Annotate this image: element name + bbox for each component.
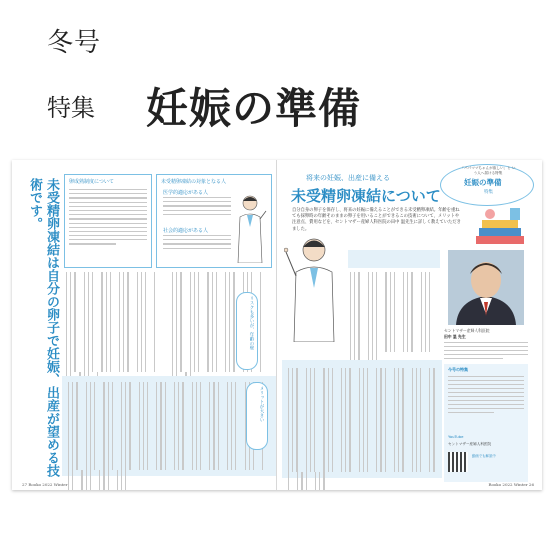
books-illustration (470, 206, 530, 248)
doctor-illustration (233, 193, 267, 263)
qr-caption: 動画でも解説中 (472, 454, 496, 458)
magazine-spread (12, 160, 542, 490)
article-lead: 自分自身の卵子を保存し、将来の妊娠に備えることができる未受精卵凍結。年齢を重ねても採卵時の年齢そのままの卵子を用いることができるこの技術について、メリットや注意点、費用などを、セントマザー産婦人科医院の田中 温先生に詳しく教えていただきました。 (292, 208, 461, 232)
side-info-lines (448, 376, 524, 416)
left-body-columns (66, 272, 162, 372)
doctor-caption-org: セントマザー産婦人科医院 (444, 328, 490, 333)
page-number-right: Rooko 2022 Winter 26 (488, 482, 534, 487)
doctor-photo (448, 250, 524, 325)
feature-badge-title: 妊娠の準備 (464, 178, 502, 187)
doctor-caption-name: 田中 温 先生 (444, 334, 466, 339)
article-title: 未受精卵凍結について (291, 187, 441, 205)
doctor-bio-lines (444, 342, 528, 362)
left-lower-columns (68, 382, 268, 470)
info-box-title: 未受精卵凍結の対象となる人 (161, 179, 227, 185)
feature-badge-label: 特集 (484, 190, 493, 195)
right-body-columns (350, 272, 442, 352)
page-number-left: 27 Rooko 2022 Winter (22, 482, 68, 487)
left-vertical-title: 未受精卵凍結は自分の卵子で妊娠、出産が望める技術です。 (27, 178, 59, 477)
section-label: 特集 (47, 94, 95, 122)
side-info-title: 今号の特集 (448, 367, 468, 372)
feature-badge-caption: 「パパママちゃんが欲しい」と いう人へ届ける特集 (460, 166, 516, 175)
sub-heading-social: 社会的適応がある人 (163, 228, 209, 234)
body-text-lines (163, 197, 231, 218)
page-gutter (276, 160, 277, 490)
side-info-box (444, 364, 528, 482)
sub-heading-medical: 医学的適応がある人 (163, 190, 209, 196)
pull-quote: メリットが大きい (246, 382, 268, 450)
body-text-lines (69, 189, 147, 248)
youtube-label: YouTube (448, 434, 464, 439)
body-text-lines (163, 235, 231, 252)
feature-title: 妊娠の準備 (146, 84, 362, 133)
right-lower-columns (288, 368, 438, 472)
info-box-target (156, 174, 272, 268)
pull-quote: リスクも多いが、年齢の壁 (236, 292, 258, 370)
right-title-band (348, 250, 440, 268)
doctor-pointing-illustration (284, 232, 344, 342)
issue-label: 冬号 (47, 28, 102, 58)
side-info-org: セントマザー産婦人科医院 (448, 442, 492, 446)
qr-code-icon[interactable] (448, 452, 468, 472)
info-box-maturation (64, 174, 152, 268)
info-box-title: 卵成熟制度について (69, 179, 114, 185)
article-kicker: 将来の妊娠、出産に備える (306, 174, 390, 182)
